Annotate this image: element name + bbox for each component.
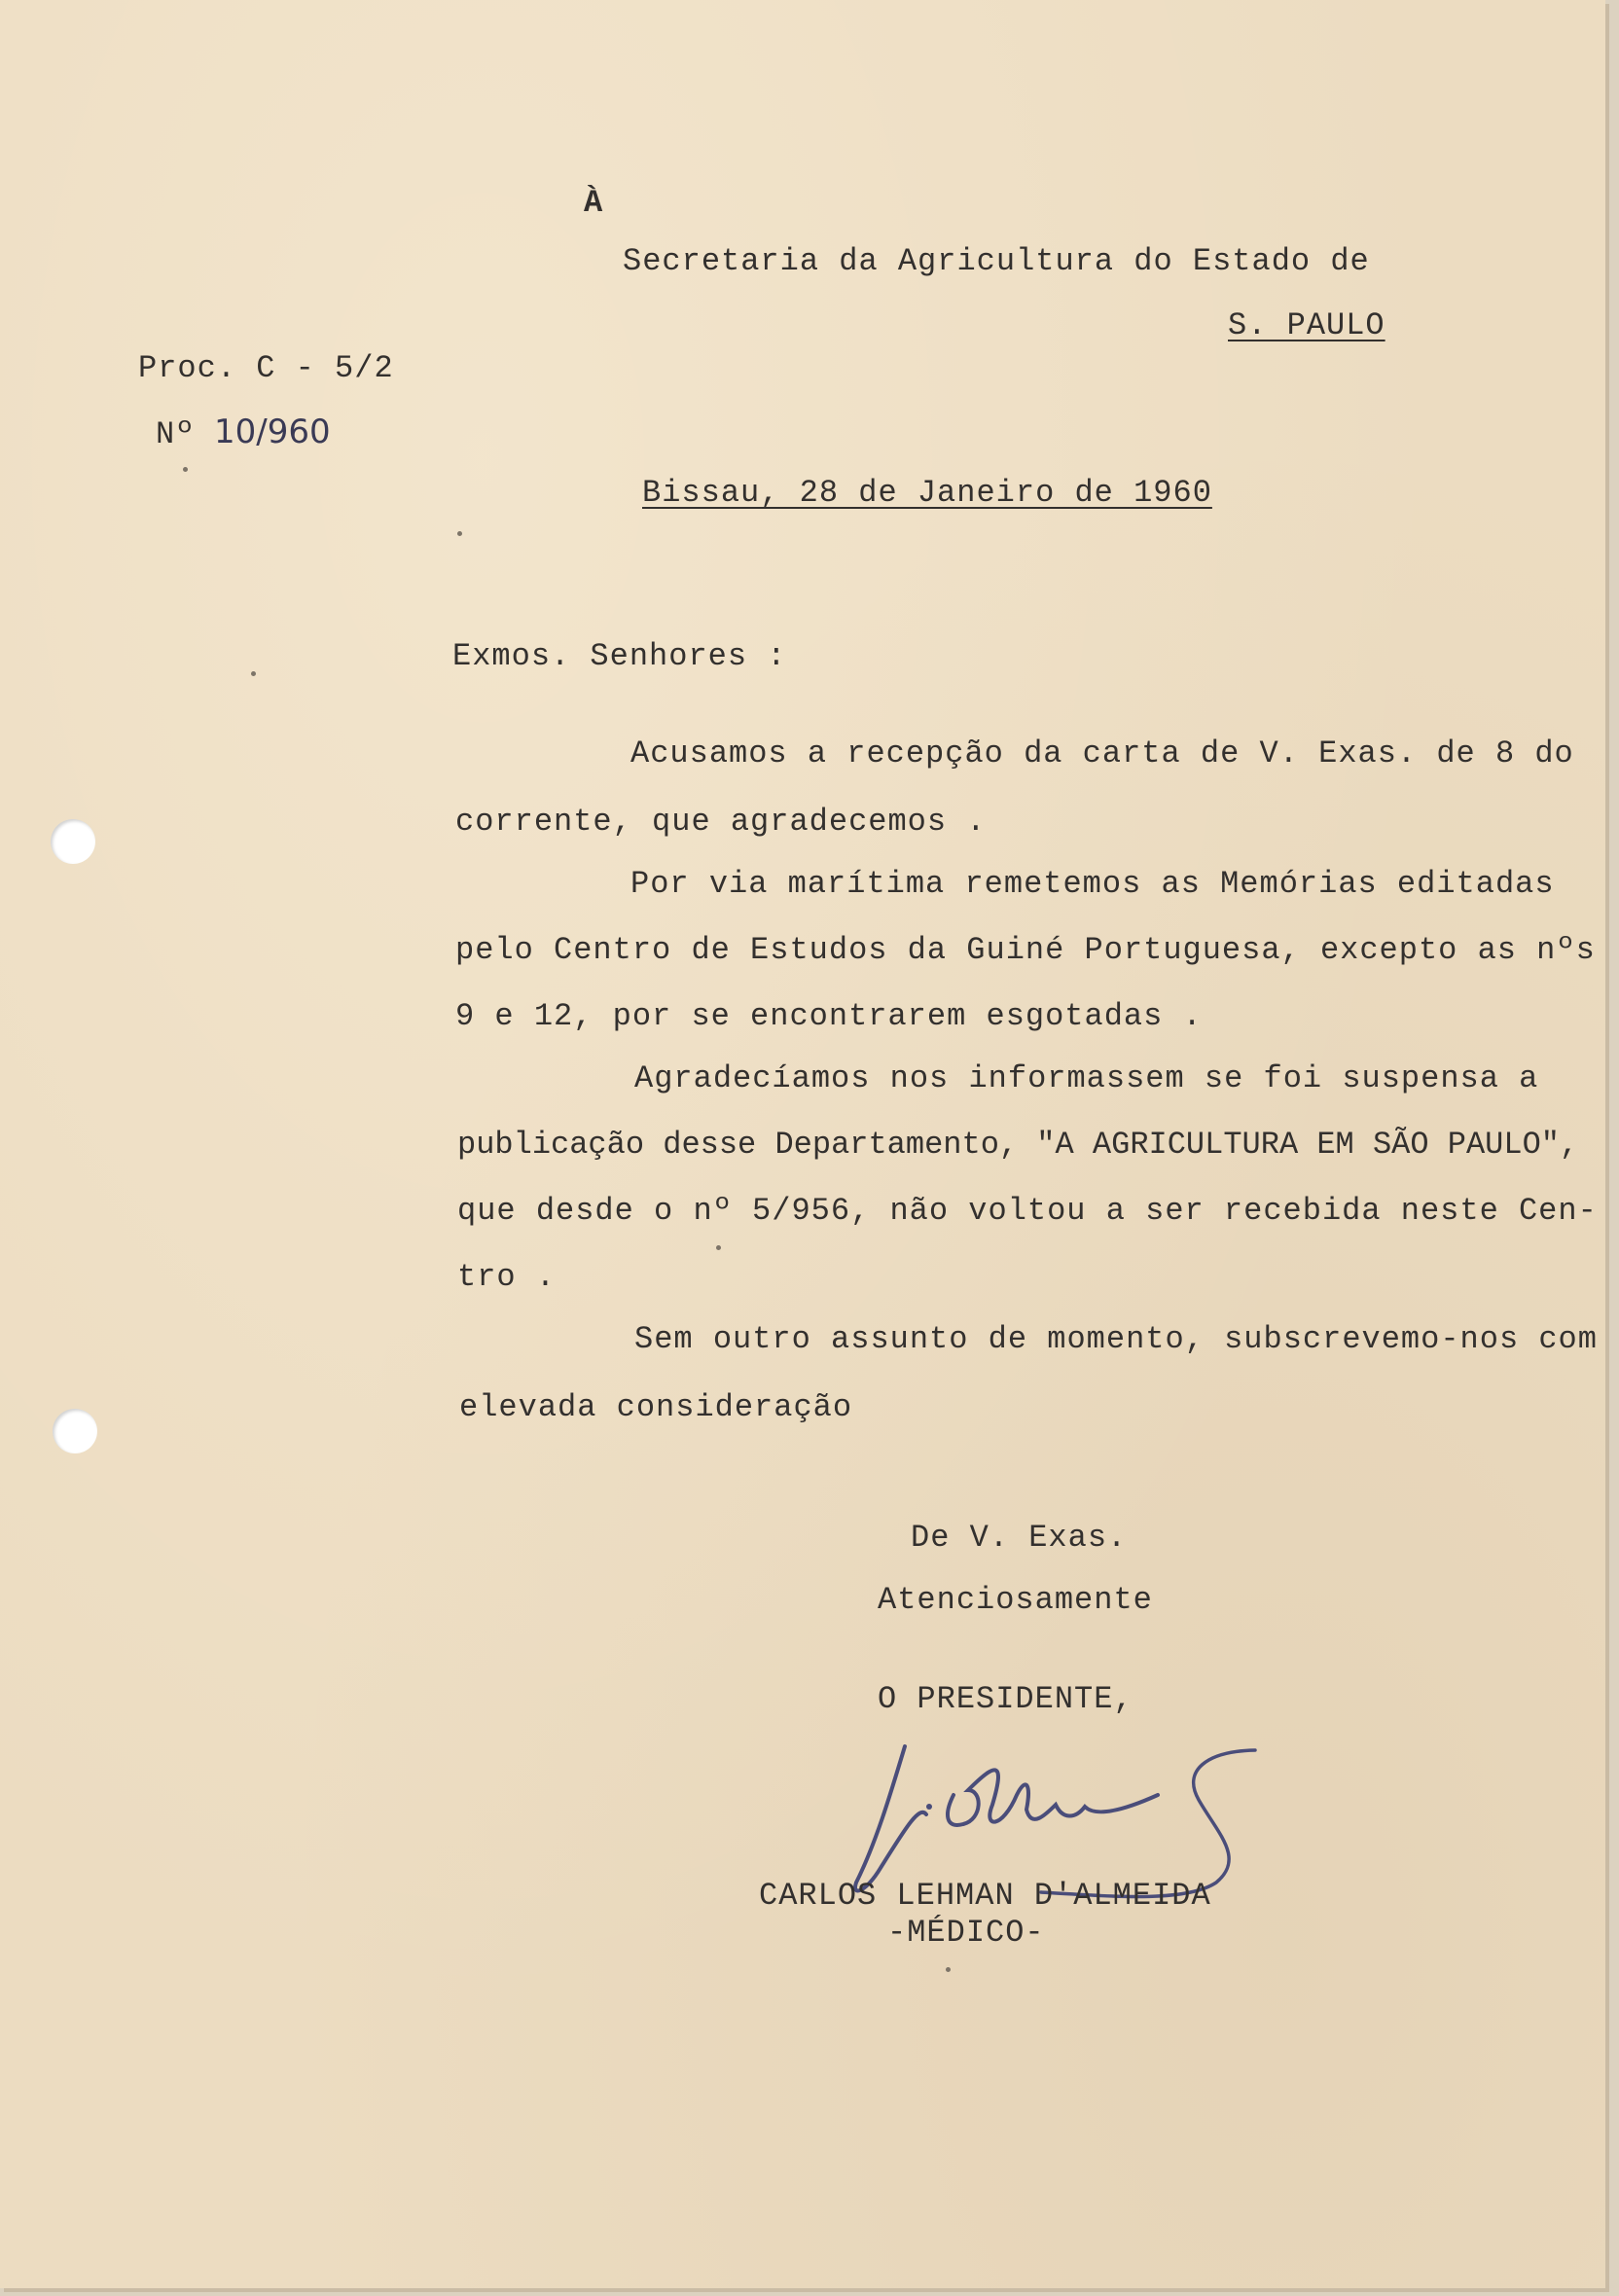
paper-speck — [716, 1245, 721, 1250]
reference-proc: Proc. C - 5/2 — [138, 350, 394, 386]
date-line: Bissau, 28 de Janeiro de 1960 — [642, 475, 1212, 511]
reference-number-label: Nº — [156, 416, 196, 452]
reference-number-value: 10/960 — [214, 413, 331, 451]
salutation: Exmos. Senhores : — [452, 638, 787, 674]
body-line: tro . — [457, 1259, 557, 1295]
body-line: 9 e 12, por se encontrarem esgotadas . — [455, 998, 1203, 1034]
reference-number — [156, 413, 331, 452]
body-line: Por via marítima remetemos as Memórias editadas — [630, 866, 1555, 902]
recipient-prefix: À — [584, 185, 604, 221]
paper-speck — [946, 1967, 951, 1972]
signatory-title: O PRESIDENTE, — [878, 1681, 1133, 1717]
paper-speck — [457, 531, 462, 536]
paper-speck — [251, 671, 256, 676]
body-line: corrente, que agradecemos . — [455, 804, 987, 840]
closing-line-1: De V. Exas. — [911, 1520, 1128, 1556]
punch-hole-bottom — [53, 1409, 97, 1453]
recipient-line: Secretaria da Agricultura do Estado de — [623, 243, 1370, 279]
closing-line-2: Atenciosamente — [878, 1582, 1153, 1618]
body-line: que desde o nº 5/956, não voltou a ser recebida neste Cen- — [457, 1193, 1598, 1229]
body-line: pelo Centro de Estudos da Guiné Portuguesa, excepto as nºs — [455, 932, 1596, 968]
signatory-name: CARLOS LEHMAN D'ALMEIDA — [759, 1878, 1211, 1914]
punch-hole-top — [51, 819, 95, 864]
body-line: Acusamos a recepção da carta de V. Exas. de 8 do — [630, 735, 1574, 771]
body-line: Sem outro assunto de momento, subscrevemo-nos com — [634, 1321, 1598, 1357]
body-line: Agradecíamos nos informassem se foi suspensa a — [634, 1060, 1539, 1096]
recipient-city: S. PAULO — [1228, 307, 1385, 343]
body-line: elevada consideração — [459, 1389, 853, 1425]
signatory-role: -MÉDICO- — [887, 1915, 1045, 1951]
paper-speck — [183, 467, 188, 472]
body-line: publicação desse Departamento, "A AGRICULTURA EM SÃO PAULO", — [457, 1127, 1579, 1163]
